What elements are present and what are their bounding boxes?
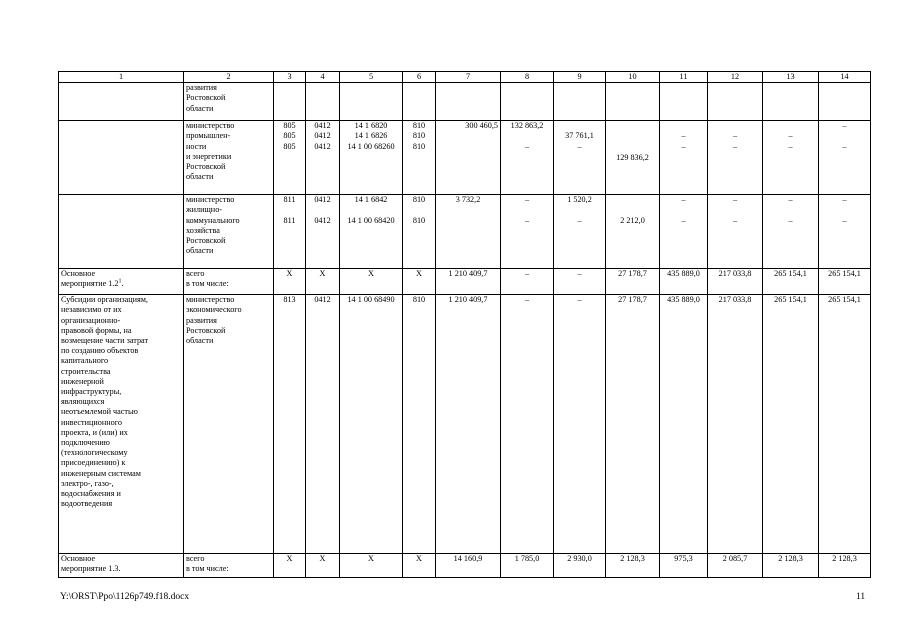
header-cell: 10	[606, 72, 660, 83]
grbs-cell: 813	[274, 295, 306, 554]
year-cell: – –	[819, 121, 871, 195]
expense-type-cell: X	[403, 269, 436, 295]
table-cell	[606, 83, 660, 121]
target-article-cell: 14 1 6842 14 1 00 68420	[340, 195, 403, 269]
total-cell: 3 732,2	[436, 195, 501, 269]
executor-cell: министерство экономического развития Ростовской области	[184, 295, 274, 554]
year-cell: 435 889,0	[660, 269, 708, 295]
table-cell	[340, 83, 403, 121]
year-cell: 217 033,8	[708, 269, 763, 295]
year-cell: 2 085,7	[708, 554, 763, 578]
header-cell: 13	[763, 72, 819, 83]
header-cell: 1	[59, 72, 184, 83]
header-cell: 6	[403, 72, 436, 83]
year-cell: 2 128,3	[763, 554, 819, 578]
year-cell: –	[501, 295, 554, 554]
table-cell	[660, 83, 708, 121]
table-cell	[708, 83, 763, 121]
section-cell: X	[306, 554, 340, 578]
executor-cell: всего в том числе:	[184, 554, 274, 578]
table-cell	[501, 83, 554, 121]
total-cell: 1 210 409,7	[436, 269, 501, 295]
year-cell: – –	[660, 121, 708, 195]
year-cell: – –	[763, 195, 819, 269]
target-article-cell: 14 1 6820 14 1 6826 14 1 00 68260	[340, 121, 403, 195]
section-cell: 0412 0412 0412	[306, 121, 340, 195]
table-row	[59, 83, 871, 121]
table-row	[59, 121, 871, 195]
year-cell: 2 930,0	[554, 554, 606, 578]
grbs-cell: X	[274, 269, 306, 295]
header-cell: 2	[184, 72, 274, 83]
grbs-cell: 811 811	[274, 195, 306, 269]
year-cell: 265 154,1	[763, 295, 819, 554]
grbs-cell: 805 805 805	[274, 121, 306, 195]
target-article-cell: X	[340, 554, 403, 578]
header-cell: 12	[708, 72, 763, 83]
year-cell: – –	[819, 195, 871, 269]
total-cell: 300 460,5	[436, 121, 501, 195]
expense-type-cell: 810 810	[403, 195, 436, 269]
expense-type-cell: 810	[403, 295, 436, 554]
activity-description-cell: Субсидии организациям, независимо от их организационно- правовой формы, на возмещение части затрат по созданию объектов капитального строительства инженерной инфраструктуры, являющихся неотъемлемой частью инвестиционного проекта, и (или) их подключению (технологическому присоединению) к инженерным системам электро-, газо-, водоснабжения и водоотведения	[59, 295, 184, 554]
year-cell: –	[554, 269, 606, 295]
table-cell	[436, 83, 501, 121]
budget-table	[58, 71, 871, 578]
year-cell: 1 785,0	[501, 554, 554, 578]
year-cell: 129 836,2	[606, 121, 660, 195]
year-cell: 217 033,8	[708, 295, 763, 554]
page-number: 11	[856, 592, 866, 602]
activity-name-cell: Основное мероприятие 1.3.	[59, 554, 184, 578]
total-cell: 14 160,9	[436, 554, 501, 578]
section-cell: 0412 0412	[306, 195, 340, 269]
executor-cell: развития Ростовской области	[184, 83, 274, 121]
target-article-cell: 14 1 00 68490	[340, 295, 403, 554]
table-cell	[763, 83, 819, 121]
year-cell: 2 212,0	[606, 195, 660, 269]
year-cell: 2 128,3	[606, 554, 660, 578]
table-cell	[554, 83, 606, 121]
table-cell	[59, 195, 184, 269]
table-row	[59, 554, 871, 578]
year-cell: 132 863,2 –	[501, 121, 554, 195]
table-cell	[274, 83, 306, 121]
year-cell: – –	[708, 195, 763, 269]
section-cell: X	[306, 269, 340, 295]
executor-cell: министерство промышлен- ности и энергетики Ростовской области	[184, 121, 274, 195]
header-cell: 4	[306, 72, 340, 83]
year-cell: – –	[763, 121, 819, 195]
header-cell: 7	[436, 72, 501, 83]
year-cell: – –	[501, 195, 554, 269]
year-cell: 265 154,1	[819, 295, 871, 554]
file-path-footer: Y:\ORST\Ppo\1126p749.f18.docx	[60, 592, 190, 602]
table-cell	[59, 121, 184, 195]
year-cell: 27 178,7	[606, 269, 660, 295]
table-header-row	[59, 72, 871, 83]
activity-name-cell: Основное мероприятие $1.2^1$.	[59, 269, 184, 295]
year-cell: 265 154,1	[763, 269, 819, 295]
table-cell	[59, 83, 184, 121]
executor-cell: министерство жилищно- коммунального хозяйства Ростовской области	[184, 195, 274, 269]
expense-type-cell: X	[403, 554, 436, 578]
year-cell: – –	[708, 121, 763, 195]
year-cell: 37 761,1 –	[554, 121, 606, 195]
year-cell: 975,3	[660, 554, 708, 578]
year-cell: 2 128,3	[819, 554, 871, 578]
header-cell: 5	[340, 72, 403, 83]
year-cell: –	[554, 295, 606, 554]
table-row	[59, 295, 871, 554]
year-cell: 435 889,0	[660, 295, 708, 554]
year-cell: – –	[660, 195, 708, 269]
table-row	[59, 269, 871, 295]
header-cell: 9	[554, 72, 606, 83]
year-cell: –	[501, 269, 554, 295]
header-cell: 11	[660, 72, 708, 83]
year-cell: 265 154,1	[819, 269, 871, 295]
header-cell: 14	[819, 72, 871, 83]
expense-type-cell: 810 810 810	[403, 121, 436, 195]
table-cell	[403, 83, 436, 121]
table-cell	[306, 83, 340, 121]
target-article-cell: X	[340, 269, 403, 295]
header-cell: 8	[501, 72, 554, 83]
table-row	[59, 195, 871, 269]
executor-cell: всего в том числе:	[184, 269, 274, 295]
section-cell: 0412	[306, 295, 340, 554]
year-cell: 27 178,7	[606, 295, 660, 554]
header-cell: 3	[274, 72, 306, 83]
grbs-cell: X	[274, 554, 306, 578]
table-cell	[819, 83, 871, 121]
year-cell: 1 520,2 –	[554, 195, 606, 269]
total-cell: 1 210 409,7	[436, 295, 501, 554]
